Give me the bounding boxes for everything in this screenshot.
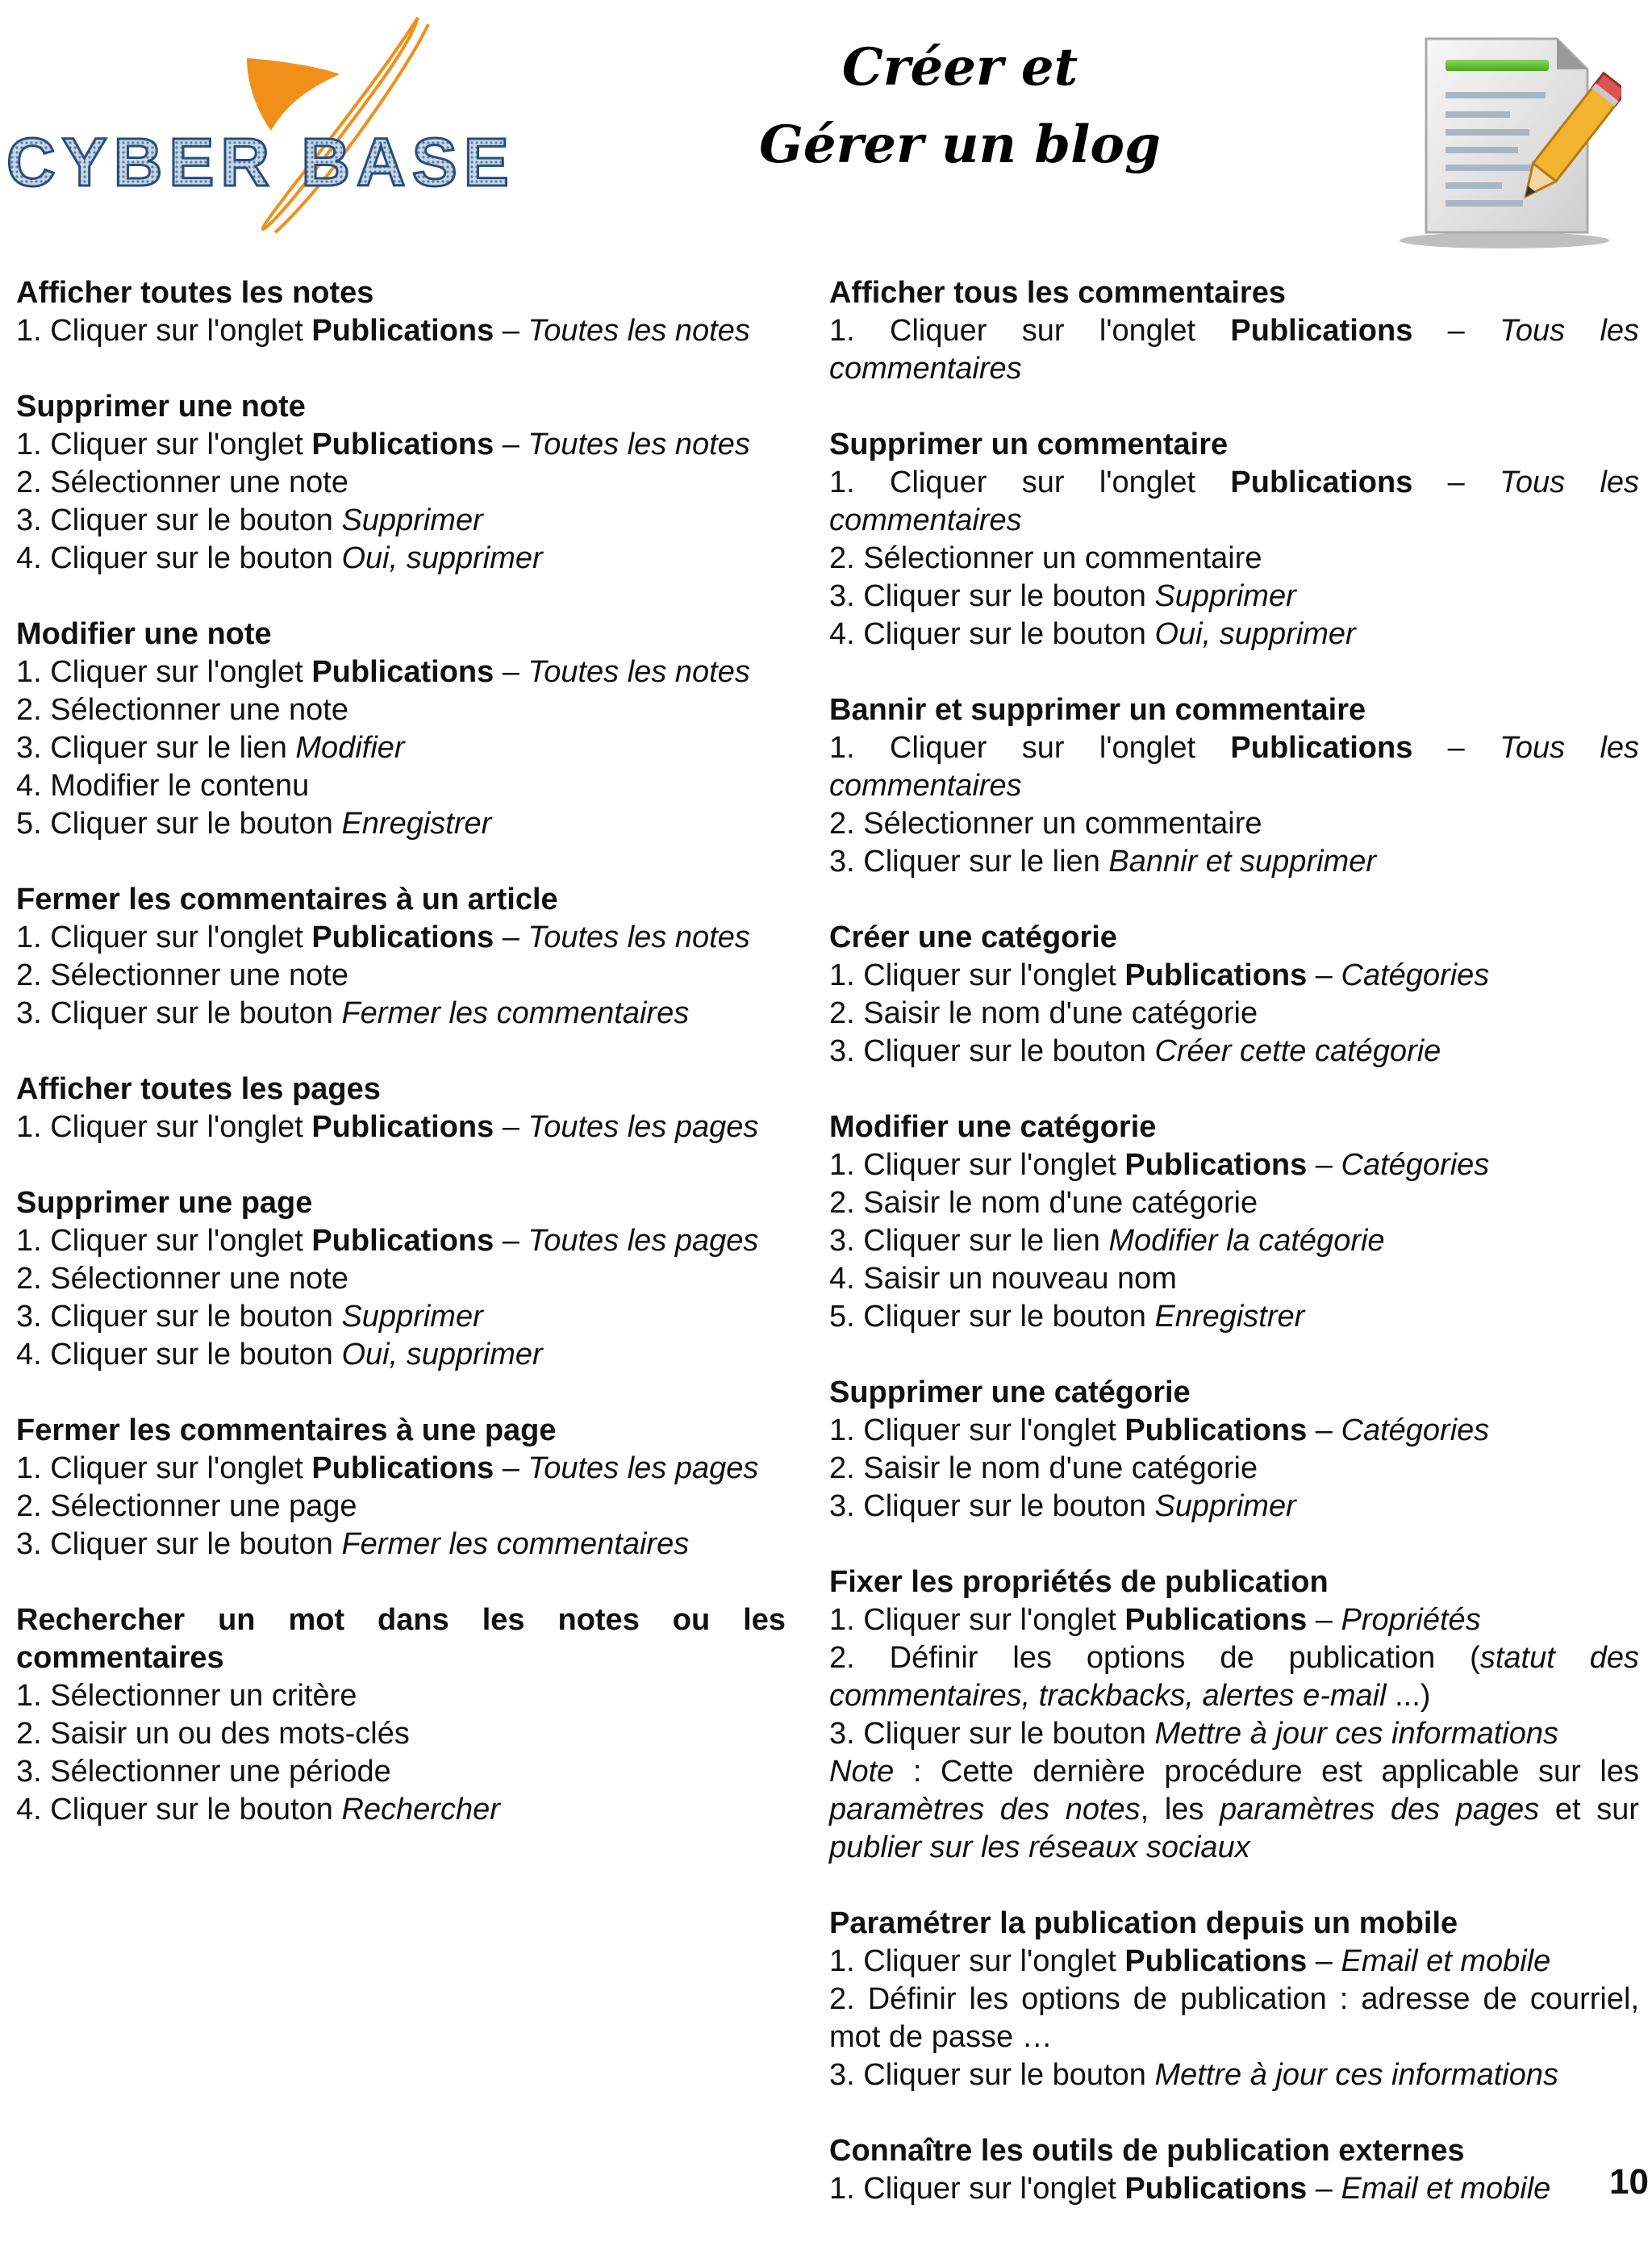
instruction-line xyxy=(829,1260,1639,1298)
instruction-line xyxy=(16,805,786,843)
ui-element-name: Tous les commentaires xyxy=(829,314,1640,386)
line-text: 3. Sélectionner une période xyxy=(16,1755,391,1789)
ui-element-name: Modifier xyxy=(295,731,405,765)
ui-element-name: Toutes les pages xyxy=(528,1451,759,1485)
section-title: Afficher tous les commentaires xyxy=(829,276,1286,310)
ui-element-name: Email et mobile xyxy=(1341,2172,1551,2206)
ui-element-name: Catégories xyxy=(1341,1148,1490,1182)
line-text: 3. Cliquer sur le bouton xyxy=(829,1717,1155,1751)
ui-element-name: Modifier la catégorie xyxy=(1108,1224,1385,1258)
ui-element-name: Enregistrer xyxy=(341,807,492,841)
line-text: 4. Saisir un nouveau nom xyxy=(829,1262,1177,1296)
section-rechercher-un-mot-dans-les-notes-ou-les-commentaires xyxy=(16,1601,786,1829)
line-text: 2. Définir les options de publication ( xyxy=(829,1641,1480,1675)
line-text: – xyxy=(1307,958,1341,992)
ui-element-name: Toutes les notes xyxy=(528,428,750,461)
menu-tab-name: Publications xyxy=(311,921,494,954)
ui-element-name: Tous les commentaires xyxy=(829,731,1640,803)
instruction-line xyxy=(829,2056,1639,2094)
section-title: Paramétrer la publication depuis un mobile xyxy=(829,1906,1458,1940)
section-supprimer-une-note xyxy=(16,388,786,578)
instruction-line xyxy=(16,1715,786,1753)
line-text: 1. Cliquer sur l'onglet xyxy=(16,428,312,461)
section-title: Fermer les commentaires à un article xyxy=(16,883,558,916)
line-text: 1. Cliquer sur l'onglet xyxy=(16,1224,312,1258)
line-text: 2. Sélectionner une note xyxy=(16,465,348,499)
menu-tab-name: Publications xyxy=(311,1224,494,1258)
line-text: et sur xyxy=(1539,1793,1639,1826)
section-title: Supprimer un commentaire xyxy=(829,428,1229,461)
right-column xyxy=(829,274,1639,2246)
section-title: Modifier une catégorie xyxy=(829,1110,1157,1144)
ui-element-name: Fermer les commentaires xyxy=(341,996,690,1030)
line-text: 2. Sélectionner un commentaire xyxy=(829,807,1262,841)
instruction-line xyxy=(829,1601,1639,1639)
ui-element-name: Fermer les commentaires xyxy=(341,1527,690,1561)
ui-element-name: Email et mobile xyxy=(1341,1944,1551,1978)
instruction-line xyxy=(829,464,1639,540)
line-text: 2. Définir les options de publication : adresse de courriel, mot de passe … xyxy=(829,1982,1639,2054)
section-title: Bannir et supprimer un commentaire xyxy=(829,693,1366,727)
line-text: 2. Saisir le nom d'une catégorie xyxy=(829,1451,1258,1485)
instruction-line xyxy=(829,1450,1639,1488)
instruction-line xyxy=(16,767,786,805)
instruction-line xyxy=(16,691,786,729)
ui-element-name: Toutes les notes xyxy=(528,314,750,348)
line-text: 4. Cliquer sur le bouton xyxy=(16,1793,342,1826)
ui-element-name: Toutes les pages xyxy=(528,1224,759,1258)
ui-element-name: publier sur les réseaux sociaux xyxy=(829,1831,1250,1864)
ui-element-name: Note xyxy=(829,1755,895,1789)
section-afficher-toutes-les-notes xyxy=(16,274,786,350)
ui-element-name: Supprimer xyxy=(1154,579,1296,613)
line-text: 3. Cliquer sur le lien xyxy=(829,845,1109,879)
line-text: 3. Cliquer sur le bouton xyxy=(16,503,342,537)
section-title: Fermer les commentaires à une page xyxy=(16,1413,557,1447)
menu-tab-name: Publications xyxy=(1124,1413,1308,1447)
line-text: – xyxy=(494,1110,528,1144)
line-text: : Cette dernière procédure est applicable sur les xyxy=(894,1755,1639,1789)
section-title: Supprimer une note xyxy=(16,390,306,424)
section-title: Fixer les propriétés de publication xyxy=(829,1565,1329,1599)
line-text: – xyxy=(1307,1603,1341,1637)
line-text: 1. Cliquer sur l'onglet xyxy=(829,1148,1125,1182)
line-text: 2. Sélectionner une note xyxy=(16,958,348,992)
line-text: – xyxy=(494,921,528,954)
line-text: – xyxy=(494,655,528,689)
line-text: 4. Cliquer sur le bouton xyxy=(829,617,1155,651)
instruction-line xyxy=(829,1715,1639,1753)
instruction-line xyxy=(829,578,1639,616)
svg-text:CYBER BASE: CYBER BASE xyxy=(6,124,515,200)
ui-element-name: Oui, supprimer xyxy=(341,1338,543,1371)
instruction-line xyxy=(16,540,786,578)
ui-element-name: paramètres des notes xyxy=(829,1793,1141,1826)
instruction-line xyxy=(829,616,1639,653)
instruction-line xyxy=(829,1222,1639,1260)
section-bannir-et-supprimer-un-commentaire xyxy=(829,691,1639,881)
section-fixer-les-proprietes-de-publication xyxy=(829,1563,1639,1867)
section-title: Créer une catégorie xyxy=(829,921,1117,954)
ui-element-name: Toutes les pages xyxy=(528,1110,759,1144)
line-text: – xyxy=(1412,465,1500,499)
instruction-line xyxy=(829,995,1639,1033)
instruction-line xyxy=(829,1639,1639,1715)
instruction-line xyxy=(829,540,1639,578)
line-text: 3. Cliquer sur le bouton xyxy=(829,1034,1155,1068)
menu-tab-name: Publications xyxy=(311,1110,494,1144)
ui-element-name: Enregistrer xyxy=(1154,1300,1305,1334)
instruction-line xyxy=(16,919,786,957)
menu-tab-name: Publications xyxy=(1230,731,1413,765)
line-text: 2. Sélectionner une page xyxy=(16,1489,357,1523)
section-title: Supprimer une catégorie xyxy=(829,1376,1191,1409)
section-title: Supprimer une page xyxy=(16,1186,313,1220)
page-title xyxy=(678,29,1242,184)
section-parametrer-la-publication-depuis-un-mobile xyxy=(829,1905,1639,2094)
section-title: Afficher toutes les pages xyxy=(16,1072,381,1106)
instruction-line xyxy=(829,805,1639,843)
ui-element-name: Toutes les notes xyxy=(528,921,750,954)
instruction-line xyxy=(16,312,786,350)
line-text: 3. Cliquer sur le lien xyxy=(829,1224,1109,1258)
page-header xyxy=(0,0,1652,258)
menu-tab-name: Publications xyxy=(311,655,494,689)
ui-element-name: statut des commentaires, trackbacks, alertes e-mail xyxy=(829,1641,1639,1713)
document-edit-icon xyxy=(1387,24,1621,258)
menu-tab-name: Publications xyxy=(311,428,494,461)
line-text: ...) xyxy=(1386,1679,1431,1713)
instruction-line xyxy=(829,1033,1639,1071)
line-text: 1. Cliquer sur l'onglet xyxy=(16,655,312,689)
line-text: – xyxy=(1412,731,1500,765)
section-creer-une-categorie xyxy=(829,919,1639,1071)
line-text: 1. Cliquer sur l'onglet xyxy=(16,1110,312,1144)
instruction-line xyxy=(829,2170,1639,2208)
line-text: 2. Sélectionner une note xyxy=(16,693,348,727)
title-line-2: Gérer un blog xyxy=(759,115,1161,175)
instruction-line xyxy=(16,1298,786,1336)
line-text: 2. Sélectionner un commentaire xyxy=(829,541,1262,575)
line-text: , les xyxy=(1140,1793,1220,1826)
ui-element-name: Propriétés xyxy=(1341,1603,1481,1637)
line-text: 1. Cliquer sur l'onglet xyxy=(829,731,1231,765)
instruction-line xyxy=(16,957,786,995)
section-fermer-les-commentaires-a-une-page xyxy=(16,1412,786,1563)
cyber-base-logo xyxy=(5,10,608,236)
line-text: – xyxy=(494,1224,528,1258)
line-text: – xyxy=(494,428,528,461)
instruction-line xyxy=(16,426,786,464)
menu-tab-name: Publications xyxy=(311,314,494,348)
menu-tab-name: Publications xyxy=(311,1451,494,1485)
ui-element-name: Catégories xyxy=(1341,958,1490,992)
ui-element-name: Mettre à jour ces informations xyxy=(1154,2058,1558,2092)
menu-tab-name: Publications xyxy=(1124,2172,1308,2206)
line-text: 3. Cliquer sur le bouton xyxy=(16,1527,342,1561)
menu-tab-name: Publications xyxy=(1124,1944,1308,1978)
line-text: 1. Cliquer sur l'onglet xyxy=(16,1451,312,1485)
section-modifier-une-categorie xyxy=(829,1108,1639,1336)
line-text: 4. Modifier le contenu xyxy=(16,769,310,803)
section-connaitre-les-outils-de-publication-externes xyxy=(829,2132,1639,2208)
line-text: 4. Cliquer sur le bouton xyxy=(16,541,342,575)
line-text: 3. Cliquer sur le bouton xyxy=(829,2058,1155,2092)
menu-tab-name: Publications xyxy=(1230,465,1413,499)
menu-tab-name: Publications xyxy=(1230,314,1413,348)
line-text: 5. Cliquer sur le bouton xyxy=(829,1300,1155,1334)
line-text: 5. Cliquer sur le bouton xyxy=(16,807,342,841)
line-text: 3. Cliquer sur le bouton xyxy=(829,1489,1155,1523)
instruction-line xyxy=(16,1488,786,1526)
instruction-line xyxy=(16,1526,786,1563)
ui-element-name: Tous les commentaires xyxy=(829,465,1640,537)
line-text: 2. Saisir le nom d'une catégorie xyxy=(829,1186,1258,1220)
menu-tab-name: Publications xyxy=(1124,1603,1308,1637)
ui-element-name: paramètres des pages xyxy=(1220,1793,1540,1826)
ui-element-name: Toutes les notes xyxy=(528,655,750,689)
line-text: 3. Cliquer sur le bouton xyxy=(829,579,1155,613)
line-text: 1. Cliquer sur l'onglet xyxy=(829,958,1125,992)
line-text: 2. Saisir le nom d'une catégorie xyxy=(829,996,1258,1030)
section-title: Connaître les outils de publication externes xyxy=(829,2134,1465,2168)
line-text: 3. Cliquer sur le bouton xyxy=(16,1300,342,1334)
section-afficher-toutes-les-pages xyxy=(16,1071,786,1146)
section-fermer-les-commentaires-a-un-article xyxy=(16,881,786,1033)
line-text: 2. Sélectionner une note xyxy=(16,1262,348,1296)
line-text: 1. Cliquer sur l'onglet xyxy=(829,1603,1125,1637)
line-text: 1. Sélectionner un critère xyxy=(16,1679,357,1713)
instruction-line xyxy=(16,1791,786,1829)
ui-element-name: Créer cette catégorie xyxy=(1154,1034,1441,1068)
instruction-line xyxy=(16,1450,786,1488)
line-text: 1. Cliquer sur l'onglet xyxy=(829,1944,1125,1978)
ui-element-name: Supprimer xyxy=(1154,1489,1296,1523)
instruction-line xyxy=(829,1412,1639,1450)
line-text: 3. Cliquer sur le bouton xyxy=(16,996,342,1030)
page-number: 10 xyxy=(1609,2162,1649,2202)
line-text: 3. Cliquer sur le lien xyxy=(16,731,296,765)
ui-element-name: Rechercher xyxy=(341,1793,500,1826)
instruction-line xyxy=(16,729,786,767)
line-text: 1. Cliquer sur l'onglet xyxy=(829,2172,1125,2206)
ui-element-name: Supprimer xyxy=(341,1300,483,1334)
section-supprimer-une-page xyxy=(16,1184,786,1374)
ui-element-name: Bannir et supprimer xyxy=(1108,845,1376,879)
line-text: – xyxy=(494,314,528,348)
instruction-line xyxy=(16,1222,786,1260)
line-text: 2. Saisir un ou des mots-clés xyxy=(16,1717,410,1751)
instruction-line xyxy=(829,1753,1639,1867)
title-line-1: Créer et xyxy=(841,37,1078,98)
ui-element-name: Oui, supprimer xyxy=(341,541,543,575)
menu-tab-name: Publications xyxy=(1124,958,1308,992)
line-text: – xyxy=(1307,1148,1341,1182)
instruction-line xyxy=(16,1108,786,1146)
instruction-line xyxy=(16,653,786,691)
ui-element-name: Supprimer xyxy=(341,503,483,537)
instruction-line xyxy=(16,1336,786,1374)
instruction-line xyxy=(829,957,1639,995)
instruction-line xyxy=(16,502,786,540)
instruction-line xyxy=(16,1753,786,1791)
ui-element-name: Oui, supprimer xyxy=(1154,617,1356,651)
left-column xyxy=(16,274,786,1867)
line-text: – xyxy=(1412,314,1500,348)
line-text: – xyxy=(1307,1413,1341,1447)
instruction-line xyxy=(829,1146,1639,1184)
instruction-line xyxy=(829,1184,1639,1222)
ui-element-name: Mettre à jour ces informations xyxy=(1154,1717,1558,1751)
section-supprimer-une-categorie xyxy=(829,1374,1639,1526)
instruction-line xyxy=(829,1943,1639,1981)
section-title: Rechercher un mot dans les notes ou les commentaires xyxy=(16,1603,786,1675)
instruction-line xyxy=(16,995,786,1033)
line-text: 1. Cliquer sur l'onglet xyxy=(16,921,312,954)
line-text: – xyxy=(1307,1944,1341,1978)
section-supprimer-un-commentaire xyxy=(829,426,1639,653)
section-modifier-une-note xyxy=(16,616,786,843)
instruction-line xyxy=(16,464,786,502)
line-text: 1. Cliquer sur l'onglet xyxy=(829,314,1231,348)
menu-tab-name: Publications xyxy=(1124,1148,1308,1182)
section-afficher-tous-les-commentaires xyxy=(829,274,1639,388)
instruction-line xyxy=(829,1981,1639,2056)
line-text: – xyxy=(494,1451,528,1485)
section-title: Modifier une note xyxy=(16,617,272,651)
line-text: 1. Cliquer sur l'onglet xyxy=(829,465,1231,499)
instruction-line xyxy=(829,312,1639,388)
line-text: 1. Cliquer sur l'onglet xyxy=(16,314,312,348)
instruction-line xyxy=(829,729,1639,805)
ui-element-name: Catégories xyxy=(1341,1413,1490,1447)
instruction-line xyxy=(829,843,1639,881)
instruction-line xyxy=(829,1298,1639,1336)
line-text: 4. Cliquer sur le bouton xyxy=(16,1338,342,1371)
instruction-line xyxy=(829,1488,1639,1526)
line-text: 1. Cliquer sur l'onglet xyxy=(829,1413,1125,1447)
instruction-line xyxy=(16,1260,786,1298)
line-text: – xyxy=(1307,2172,1341,2206)
section-title: Afficher toutes les notes xyxy=(16,276,374,310)
instruction-line xyxy=(16,1677,786,1715)
